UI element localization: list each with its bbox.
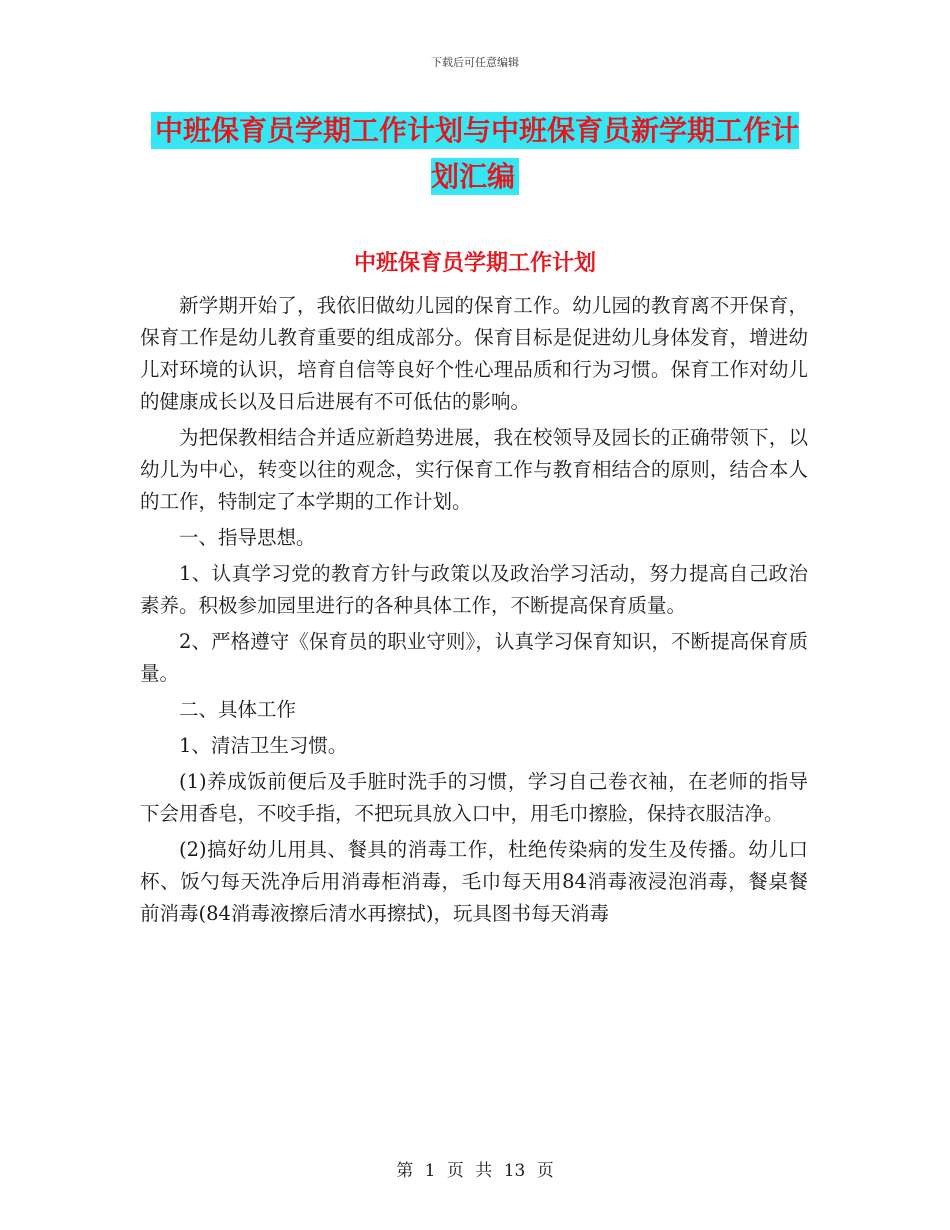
paragraph: 1、认真学习党的教育方针与政策以及政治学习活动，努力提高自己政治素养。积极参加园里进行的各种具体工作，不断提高保育质量。 xyxy=(140,562,808,617)
paragraph: (1)养成饭前便后及手脏时洗手的习惯，学习自己卷衣袖，在老师的指导下会用香皂，不咬手指，不把玩具放入口中，用毛巾擦脸，保持衣服洁净。 xyxy=(140,770,808,825)
page-footer: 第 1 页 共 13 页 xyxy=(396,1161,554,1181)
header-note: 下载后可任意编辑 xyxy=(431,56,519,69)
section-title: 中班保育员学期工作计划 xyxy=(353,251,596,276)
document-title-text: 中班保育员学期工作计划与中班保育员新学期工作计划汇编 xyxy=(151,112,799,195)
paragraph: 新学期开始了，我依旧做幼儿园的保育工作。幼儿园的教育离不开保育，保育工作是幼儿教育重要的组成部分。保育目标是促进幼儿身体发育，增进幼儿对环境的认识，培育自信等良好个性心理品质和行为习惯。保育工作对幼儿的健康成长以及日后进展有不可低估的影响。 xyxy=(140,294,808,413)
paragraph: 2、严格遵守《保育员的职业守则》，认真学习保育知识，不断提高保育质量。 xyxy=(140,630,808,685)
paragraph: (2)搞好幼儿用具、餐具的消毒工作，杜绝传染病的发生及传播。幼儿口杯、饭勺每天洗净后用消毒柜消毒，毛巾每天用84消毒液浸泡消毒，餐桌餐前消毒(84消毒液擦后清水再擦拭)，玩具图书每天消毒 xyxy=(140,838,808,925)
paragraph: 一、指导思想。 xyxy=(179,526,316,549)
paragraph: 为把保教相结合并适应新趋势进展，我在校领导及园长的正确带领下，以幼儿为中心，转变以往的观念，实行保育工作与教育相结合的原则，结合本人的工作，特制定了本学期的工作计划。 xyxy=(140,426,808,513)
document-title xyxy=(140,108,810,200)
paragraph: 二、具体工作 xyxy=(179,698,297,721)
paragraph: 1、清洁卫生习惯。 xyxy=(179,734,348,757)
document-body xyxy=(140,290,808,934)
